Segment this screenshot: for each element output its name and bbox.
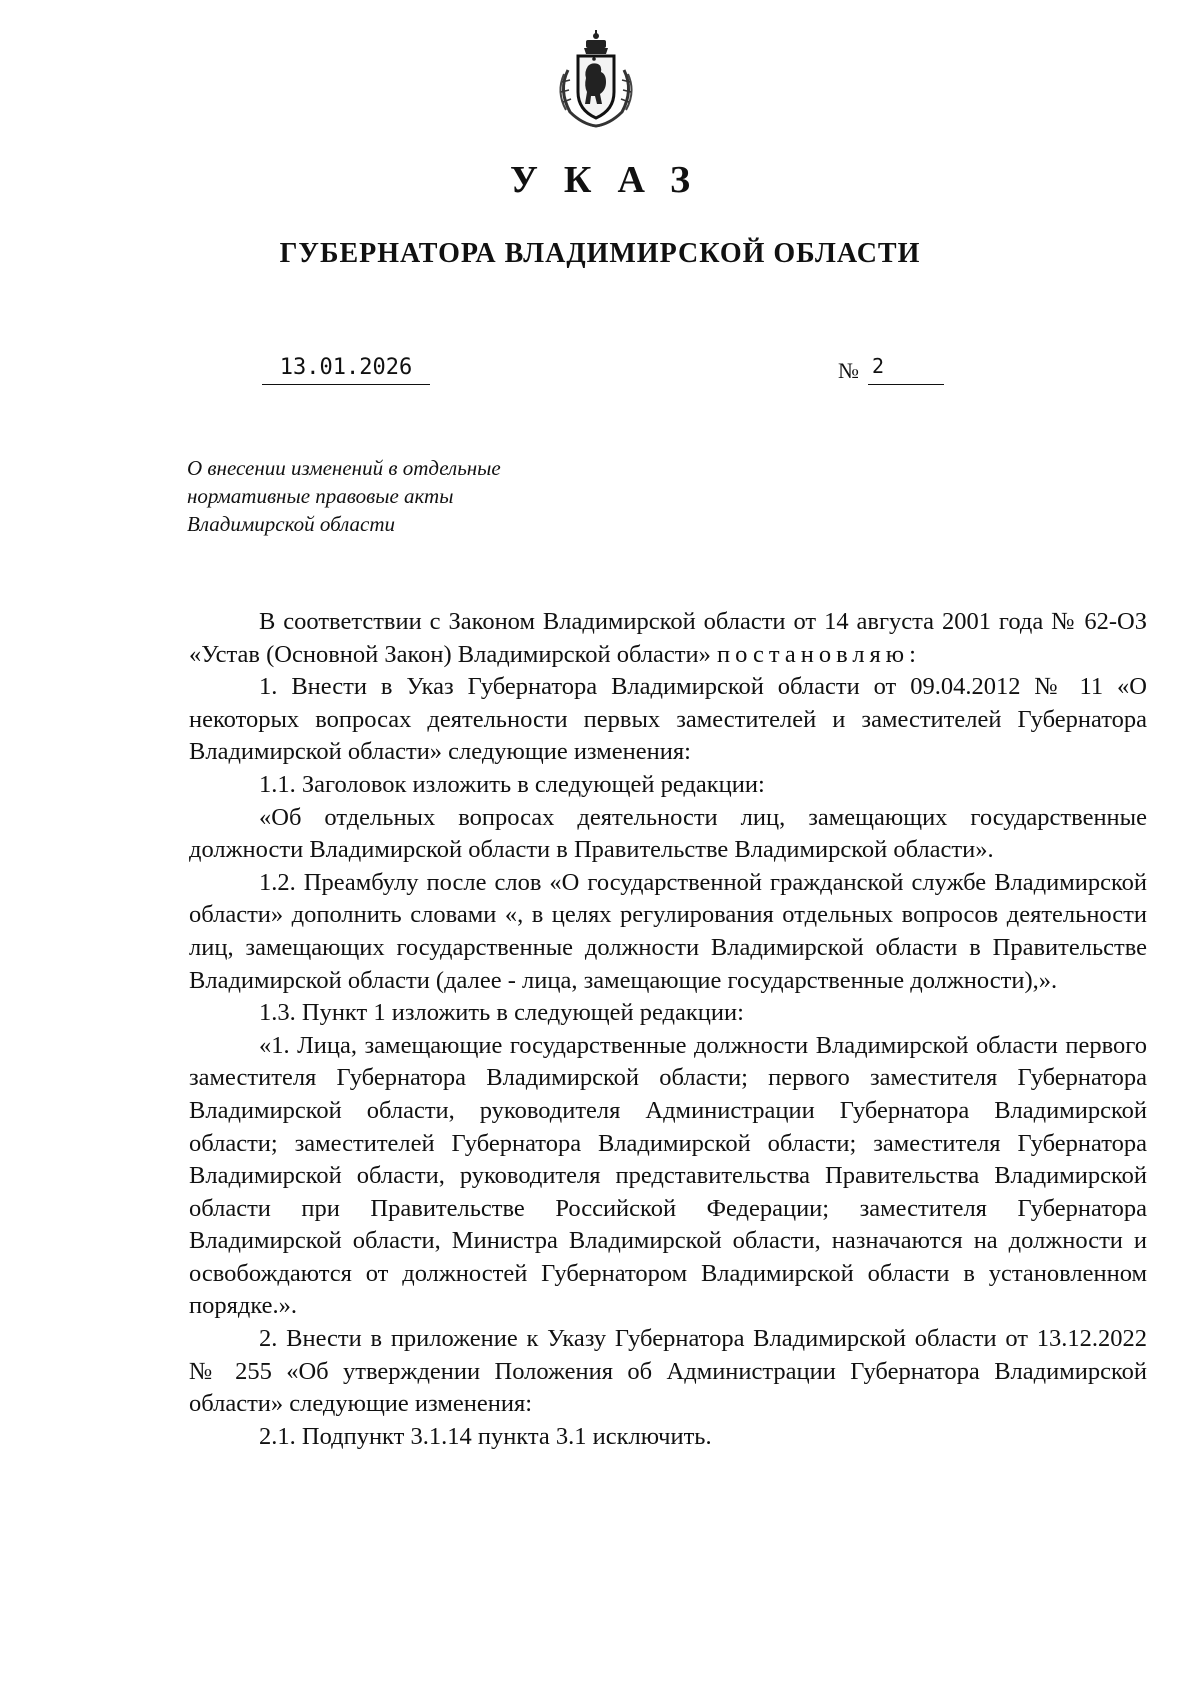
document-date: 13.01.2026 [262, 355, 430, 385]
quoted-title-paragraph: «Об отдельных вопросах деятельности лиц, замещающих государственные должности Владимирской области в Правительстве Владимирской области». [189, 803, 1147, 864]
paragraph-item-1-1: 1.1. Заголовок изложить в следующей редакции: [259, 770, 765, 798]
number-sign: № [838, 358, 859, 383]
preamble-text: В соответствии с Законом Владимирской области от 14 августа 2001 года № 62-ОЗ «Устав (Основной Закон) Владимирской области» [189, 608, 1147, 668]
paragraph-item-2-1: 2.1. Подпункт 3.1.14 пункта 3.1 исключить. [259, 1422, 712, 1450]
document-type-title: УКАЗ [510, 159, 716, 201]
decree-verb: постановляю: [716, 640, 921, 668]
paragraph-item-1: 1. Внести в Указ Губернатора Владимирской области от 09.04.2012 № 11 «О некоторых вопросах деятельности первых заместителей и заместителей Губернатора Владимирской области» следующие изменения: [189, 673, 1147, 766]
preamble-paragraph [189, 606, 1147, 671]
subject-line: нормативные правовые акты [187, 484, 454, 508]
subject-line: О внесении изменений в отдельные [187, 456, 501, 480]
coat-of-arms-emblem [548, 30, 644, 130]
paragraph-item-1-3: 1.3. Пункт 1 изложить в следующей редакции: [259, 999, 744, 1027]
quoted-item-paragraph: «1. Лица, замещающие государственные должности Владимирской области первого заместителя Губернатора Владимирской области; первого заместителя Губернатора Владимирской области, руководителя Администрации Губернатора Владимирской области; заместителей Губернатора Владимирской области; заместителя Губернатора Владимирской области, руководителя представительства Правительства Владимирской области при Правительстве Российской Федерации; заместителя Губернатора Владимирской области, Министра Владимирской области, назначаются на должности и освобождаются от должностей Губернатором Владимирской области в установленном порядке.». [189, 1031, 1147, 1320]
paragraph-item-1-2: 1.2. Преамбулу после слов «О государственной гражданской службе Владимирской области» дополнить словами «, в целях регулирования отдельных вопросов деятельности лиц, замещающих государственные должности Владимирской области в Правительстве Владимирской области (далее - лица, замещающие государственные должности),». [189, 868, 1147, 994]
document-body [189, 606, 1147, 1453]
document-subject [187, 454, 607, 538]
subject-line: Владимирской области [187, 512, 396, 536]
crown-icon [584, 30, 608, 54]
paragraph-item-2: 2. Внести в приложение к Указу Губернатора Владимирской области от 13.12.2022 № 255 «Об утверждении Положения об Администрации Губернатора Владимирской области» следующие изменения: [189, 1325, 1147, 1418]
document-number: 2 [868, 354, 944, 385]
issuer-title: ГУБЕРНАТОРА ВЛАДИМИРСКОЙ ОБЛАСТИ [279, 238, 921, 269]
